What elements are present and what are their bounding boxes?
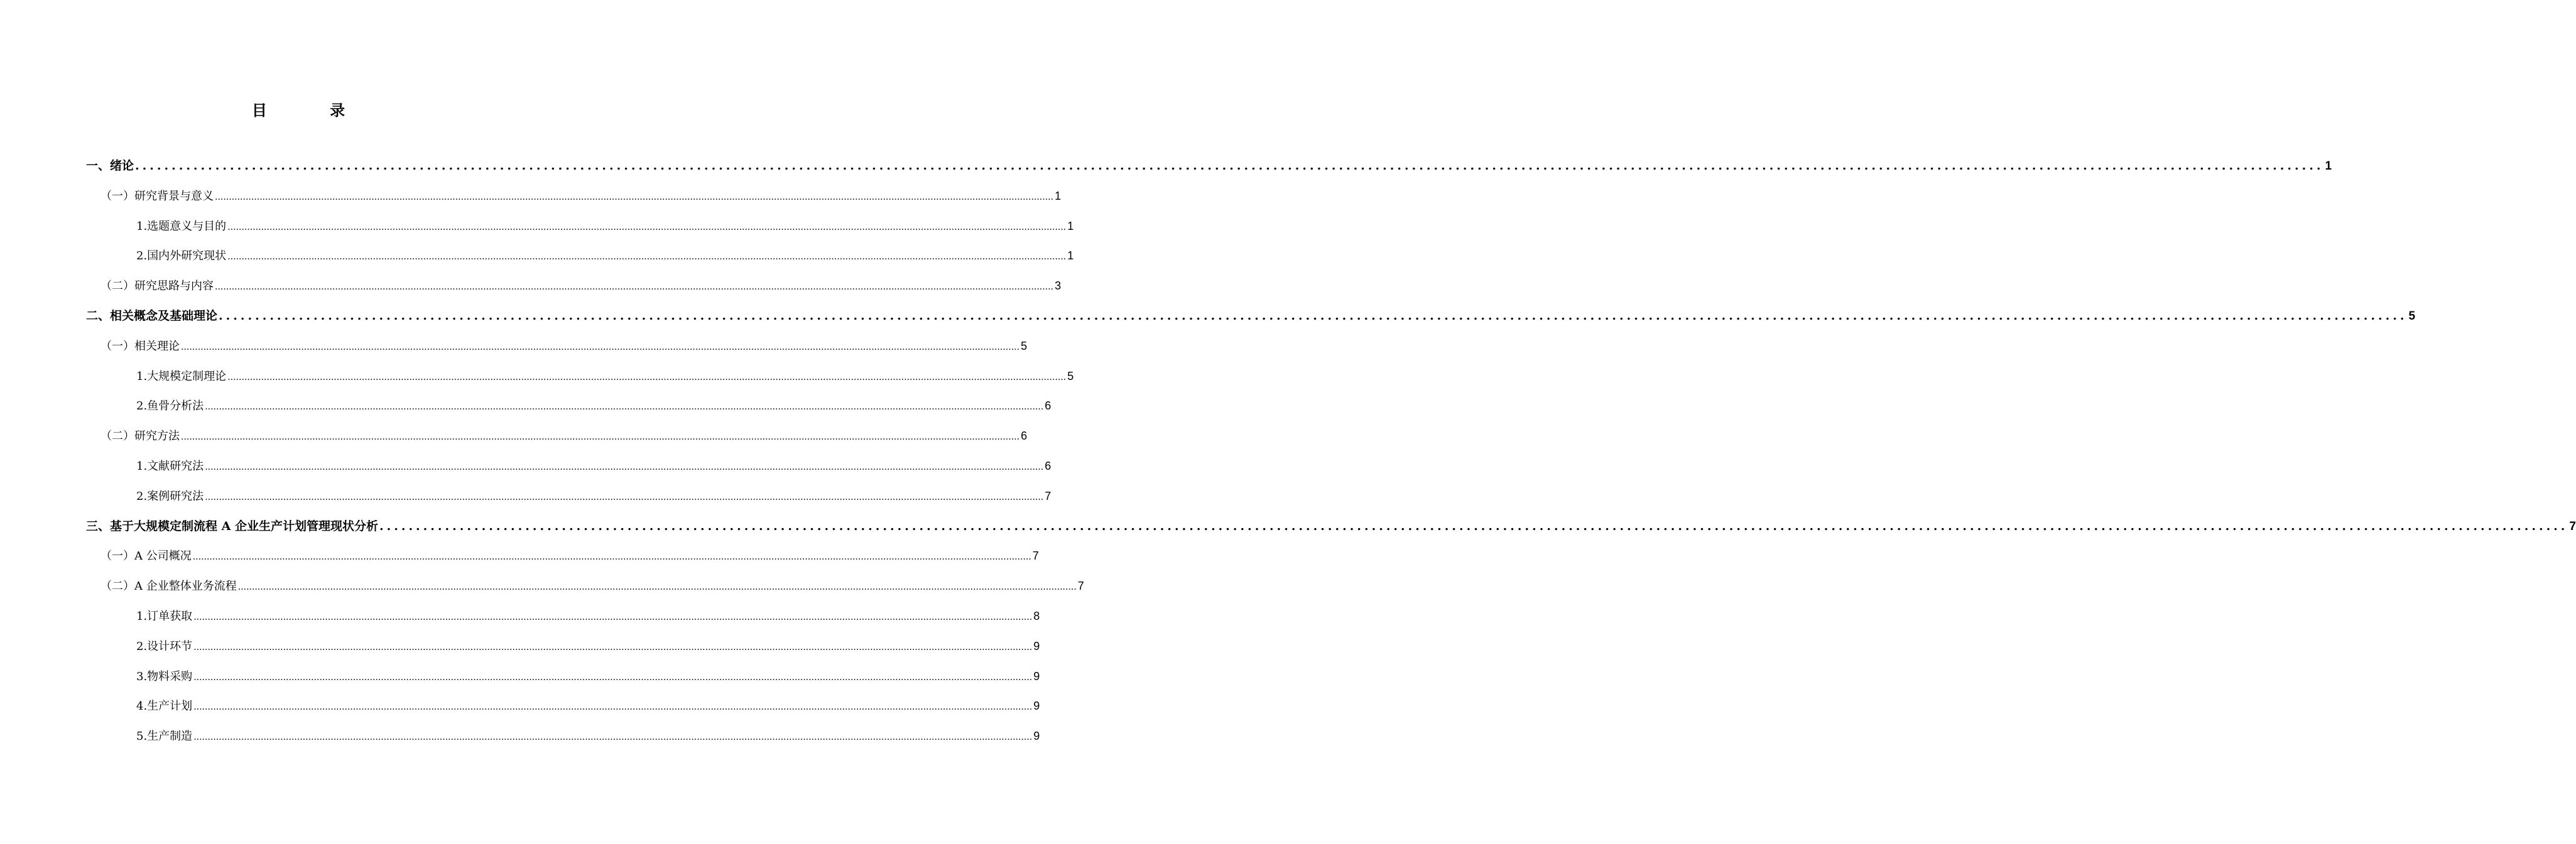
dot-leader: ............................................................................................................................................................................................................................................................................................................	[181, 342, 1020, 352]
toc-entry-page-number: 9	[1033, 639, 1040, 652]
toc-entry-page-number: 6	[1045, 460, 1052, 472]
dot-leader: ............................................................................................................................................................................................................................................................................................................	[205, 492, 1044, 502]
dot-leader: ............................................................................................................................................................................................................................................................................................................	[215, 282, 1054, 293]
dot-leader: ............................................................................................................................................................................................................................................................................................................	[193, 702, 1033, 713]
toc-entry-label: （二）研究思路与内容	[101, 279, 214, 293]
toc-entry-label: 5.生产制造	[136, 730, 193, 744]
toc-entry-page-number: 9	[1033, 700, 1040, 713]
toc-entry-page-number: 7	[1032, 549, 1039, 563]
toc-entry-page-number: 7	[1045, 489, 1052, 502]
toc-entry-page-number: 5	[2408, 310, 2416, 323]
toc-entry[interactable]	[101, 273, 1062, 298]
toc-entry-page-number: 8	[1033, 610, 1040, 622]
dot-leader: ............................................................................................................................................................................................................................................................................................................	[219, 309, 2408, 323]
toc-entry-label: （一）A 公司概况	[101, 549, 192, 563]
toc-entry[interactable]	[136, 484, 1052, 509]
toc-entry-label: 1.大规模定制理论	[136, 369, 227, 383]
dot-leader: ............................................................................................................................................................................................................................................................................................................	[227, 252, 1067, 262]
toc-entry[interactable]	[101, 333, 1028, 359]
dot-leader: ............................................................................................................................................................................................................................................................................................................	[379, 519, 2568, 533]
dot-leader: ............................................................................................................................................................................................................................................................................................................	[192, 552, 1031, 563]
toc-entry-label: 1.文献研究法	[136, 460, 204, 473]
toc-entry-label: 二、相关概念及基础理论	[86, 309, 218, 323]
dot-leader: ............................................................................................................................................................................................................................................................................................................	[215, 192, 1054, 202]
toc-entry-page-number: 7	[1077, 580, 1084, 593]
toc-entry-page-number: 6	[1045, 399, 1052, 413]
toc-entry[interactable]	[136, 664, 1040, 689]
dot-leader: ............................................................................................................................................................................................................................................................................................................	[193, 672, 1033, 683]
toc-entry[interactable]	[136, 453, 1052, 479]
dot-leader: ............................................................................................................................................................................................................................................................................................................	[205, 462, 1044, 472]
toc-entry-label: 1.订单获取	[136, 610, 193, 623]
dot-leader: ............................................................................................................................................................................................................................................................................................................	[181, 432, 1020, 443]
toc-entry-label: 2.国内外研究现状	[136, 249, 227, 263]
toc-entry[interactable]	[101, 183, 1062, 208]
dot-leader: ............................................................................................................................................................................................................................................................................................................	[227, 372, 1067, 382]
toc-entry[interactable]	[136, 693, 1040, 718]
dot-leader: ............................................................................................................................................................................................................................................................................................................	[193, 612, 1033, 622]
toc-entry-page-number: 1	[1067, 249, 1074, 262]
toc-entry-label: 2.鱼骨分析法	[136, 399, 204, 413]
toc-entry-label: 一、绪论	[86, 159, 134, 173]
toc-entry-page-number: 9	[1033, 730, 1040, 743]
toc-entry-label: （一）研究背景与意义	[101, 189, 214, 203]
toc-entry-label: （二）研究方法	[101, 430, 180, 443]
toc-entry-label: 4.生产计划	[136, 700, 193, 713]
toc-entry[interactable]	[101, 423, 1028, 448]
toc-entry[interactable]	[136, 364, 1074, 389]
toc-entry-label: 2.设计环节	[136, 639, 193, 653]
toc-entry-label: 2.案例研究法	[136, 489, 204, 503]
toc-entry[interactable]	[101, 543, 1039, 568]
toc-entry-page-number: 6	[1021, 430, 1028, 443]
toc-entry[interactable]	[136, 603, 1040, 629]
toc-entry-page-number: 5	[1021, 339, 1028, 352]
toc-entry-label: （二）A 企业整体业务流程	[101, 580, 237, 593]
toc-entry[interactable]	[86, 153, 2332, 178]
toc-entry-label: （一）相关理论	[101, 339, 180, 353]
toc-entry-page-number: 3	[1055, 279, 1062, 293]
toc-entry-label: 三、基于大规模定制流程 A 企业生产计划管理现状分析	[86, 519, 378, 533]
toc-entry[interactable]	[136, 243, 1074, 268]
toc-entry[interactable]	[136, 634, 1040, 659]
toc-entry[interactable]	[136, 723, 1040, 749]
page-title: 目 录	[251, 101, 374, 119]
toc-entry[interactable]	[101, 573, 1084, 598]
dot-leader: ............................................................................................................................................................................................................................................................................................................	[193, 732, 1033, 743]
toc-entry-page-number: 5	[1067, 369, 1074, 382]
toc-entry[interactable]	[136, 214, 1074, 239]
dot-leader: ............................................................................................................................................................................................................................................................................................................	[237, 582, 1077, 593]
dot-leader: ............................................................................................................................................................................................................................................................................................................	[193, 642, 1033, 652]
dot-leader: ............................................................................................................................................................................................................................................................................................................	[227, 222, 1067, 232]
toc-entry-page-number: 7	[2569, 519, 2576, 533]
toc-entry[interactable]	[136, 393, 1052, 418]
toc-entry-label: 1.选题意义与目的	[136, 219, 227, 233]
toc-entry-page-number: 1	[1067, 219, 1074, 232]
toc-entry[interactable]	[86, 514, 2576, 539]
toc-entry-label: 3.物料采购	[136, 669, 193, 683]
dot-leader: ............................................................................................................................................................................................................................................................................................................	[135, 159, 2324, 173]
toc-entry[interactable]	[86, 303, 2416, 328]
toc-entry-page-number: 1	[2325, 160, 2332, 173]
dot-leader: ............................................................................................................................................................................................................................................................................................................	[205, 402, 1044, 413]
toc-entry-page-number: 1	[1055, 189, 1062, 202]
toc-entry-page-number: 9	[1033, 669, 1040, 683]
